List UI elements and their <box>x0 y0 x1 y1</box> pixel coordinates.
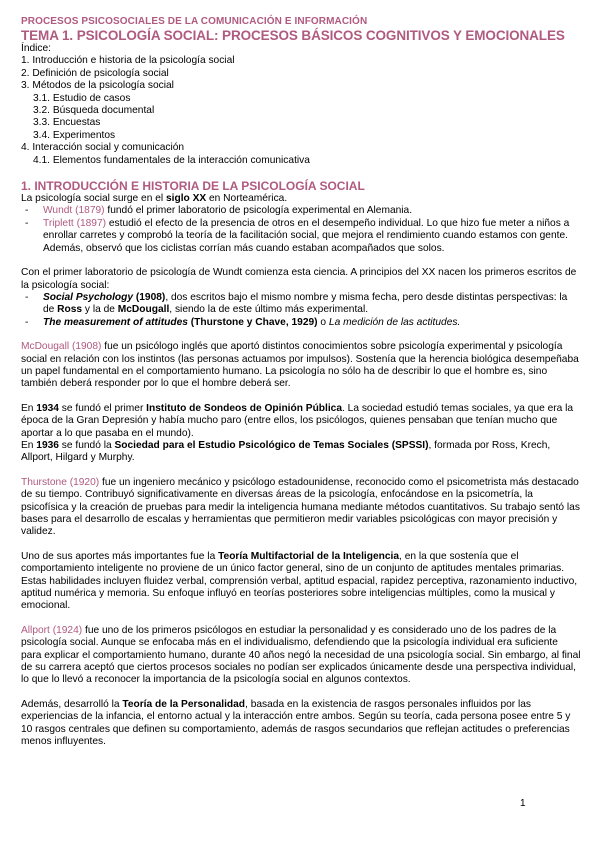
text: en Norteamérica. <box>206 193 288 205</box>
text: . La sociedad estudió temas sociales, ya que era la época de la Gran Depresión y había mucho paro (entre ellos, los psicólogos, quienes pensaban que tenían mucho que aportar a lo que pasaba en el mundo). <box>21 402 574 439</box>
translated-title: La medición de las actitudes. <box>328 316 461 328</box>
text: fue un psicólogo inglés que aportó distintos conocimientos sobre psicología experimental y psicología social en relación con los instintos (las personas actuamos por impulsos). Sostenía que la herencia biológica desempeñaba un papel fundamental en el comportamiento humano. La psicología no sólo ha de describir lo que el hombre es, sino también deberá responder por lo que el hombre deberá ser. <box>21 341 579 390</box>
document-title: TEMA 1. PSICOLOGÍA SOCIAL: PROCESOS BÁSICOS COGNITIVOS Y EMOCIONALES <box>21 28 565 43</box>
personality-paragraph <box>21 699 581 749</box>
toc-subitem: 3.1. Estudio de casos <box>33 92 131 104</box>
theory-name: Teoría Multifactorial de la Inteligencia <box>218 550 400 562</box>
text: , basada en la existencia de rasgos personales influidos por las experiencias de la infancia, el entorno actual y la interacción entre ambos. Según su teoría, cada persona posee entre 5 y 10 rasgos centrales que definen su comportamiento, además de rasgos secundarios que reflejan actitudes o preferencias menos influyentes. <box>21 698 571 748</box>
section-body <box>21 193 581 748</box>
allport-paragraph <box>21 625 581 687</box>
intro-paragraph <box>21 193 581 205</box>
authors: (Thurstone y Chave, 1929) <box>187 316 318 328</box>
text: , siendo la de este último más experimental. <box>169 304 369 316</box>
text: Uno de sus aportes más importantes fue la <box>21 550 219 562</box>
list-item <box>21 317 581 329</box>
multifactorial-paragraph <box>21 551 581 613</box>
pioneers-list <box>21 205 581 255</box>
list-item <box>21 218 581 255</box>
toc-item: 3. Métodos de la psicología social <box>21 80 174 92</box>
mcdougall-paragraph <box>21 341 581 391</box>
text: , en la que sostenía que el comportamiento inteligente no proviene de un único factor general, sino de un conjunto de aptitudes mentales primarias. Estas habilidades incluyen fluidez verbal, comprensión verbal, aptitud espacial, rapidez perceptiva, razonamiento inductivo, aptitud numérica y memoria. Su enfoque influyó en teorías posteriores sobre inteligencias múltiples, como la musical y emocional. <box>21 550 578 612</box>
author-name: Allport (1924) <box>21 624 83 636</box>
subject-header: PROCESOS PSICOSOCIALES DE LA COMUNICACIÓN E INFORMACIÓN <box>21 16 368 27</box>
section-heading: 1. INTRODUCCIÓN E HISTORIA DE LA PSICOLOGÍA SOCIAL <box>21 179 365 194</box>
author-name: McDougall <box>117 304 170 316</box>
book-title: Social Psychology <box>43 291 134 303</box>
table-of-contents <box>21 43 581 167</box>
paragraph: Con el primer laboratorio de psicología de Wundt comienza esta ciencia. A principios del XX nacen los primeros escritos de la psicología social: <box>21 267 577 291</box>
text: se fundó la <box>58 439 115 451</box>
list-item <box>21 292 581 317</box>
text: Además, desarrolló la <box>21 698 123 710</box>
text: estudió el efecto de la presencia de otros en el desempeño individual. Lo que hizo fue meter a niños a enrollar carretes y comprobó la teoría de la facilitación social, que mejora el rendimiento cuando estamos con gente. Además, observó que los ciclistas corrían más cuando estaban acompañados que solos. <box>43 217 570 254</box>
author-name: McDougall (1908) <box>21 341 102 353</box>
institute-paragraph <box>21 403 581 440</box>
book-title: The measurement of attitudes <box>43 316 188 328</box>
toc-item: 4. Interacción social y comunicación <box>21 142 185 154</box>
text: o <box>317 316 329 328</box>
theory-name: Teoría de la Personalidad <box>122 698 246 710</box>
year: (1908) <box>133 291 166 303</box>
toc-subitem: 3.2. Búsqueda documental <box>33 105 155 117</box>
author-name: Thurstone (1920) <box>21 476 100 488</box>
year: 1936 <box>36 439 59 451</box>
text: fundó el primer laboratorio de psicología experimental en Alemania. <box>104 205 413 217</box>
toc-item: 1. Introducción e historia de la psicología social <box>21 55 235 67</box>
toc-item: 2. Definición de psicología social <box>21 67 169 79</box>
text: , dos escritos bajo el mismo nombre y misma fecha, pero desde distintas perspectivas: la de <box>43 291 568 316</box>
document-page <box>21 16 581 749</box>
dash-bullet: - <box>25 316 29 328</box>
list-item <box>21 205 581 217</box>
text: fue un ingeniero mecánico y psicólogo estadounidense, reconocido como el psicometrista más destacado de su tiempo. Contribuyó significativamente en diversas áreas de la psicología, enfocándose en la psicometría, la psicofísica y la creación de pruebas para medir la inteligencia humana mediante métodos cuantitativos. Su trabajo sentó las bases para el desarrollo de escalas y herramientas que permitieron medir variables psicológicas con mayor precisión y validez. <box>21 476 580 538</box>
author-name: Wundt (1879) <box>43 205 105 217</box>
thurstone-paragraph <box>21 477 581 539</box>
text: , formada por Ross, Krech, Allport, Hilgard y Murphy. <box>21 439 551 464</box>
toc-subitem: 3.4. Experimentos <box>33 129 116 141</box>
author-name: Ross <box>57 304 83 316</box>
emphasis: siglo XX <box>165 193 207 205</box>
early-writings-list <box>21 292 581 329</box>
spssi-paragraph <box>21 440 581 465</box>
toc-subitem: 4.1. Elementos fundamentales de la interacción comunicativa <box>33 154 310 166</box>
dash-bullet: - <box>25 291 29 303</box>
institution-name: Sociedad para el Estudio Psicológico de Temas Sociales (SPSSI) <box>114 439 429 451</box>
toc-subitem: 3.3. Encuestas <box>33 117 101 129</box>
text: La psicología social surge en el <box>21 193 166 205</box>
toc-label: Índice: <box>21 43 52 54</box>
dash-bullet: - <box>25 217 29 229</box>
text: En <box>21 439 37 451</box>
text: se fundó el primer <box>58 402 147 414</box>
institution-name: Instituto de Sondeos de Opinión Pública <box>146 402 343 414</box>
dash-bullet: - <box>25 205 29 217</box>
author-name: Triplett (1897) <box>43 217 107 229</box>
text: fue uno de los primeros psicólogos en estudiar la personalidad y es considerado uno de los padres de la psicología social. Aunque se enfocaba más en el individualismo, defendiendo que la psicología individual era suficiente para explicar el comportamiento humano, durante 40 años negó la necesidad de una psicología social. Sin embargo, al final de su carrera aceptó que ciertos procesos sociales no podían ser explicados únicamente desde una perspectiva individual, lo que lo llevó a reconocer la importancia de la psicología social en algunos contextos. <box>21 624 581 686</box>
text: y la de <box>82 304 118 316</box>
text: En <box>21 402 37 414</box>
page-number: 1 <box>520 798 526 809</box>
year: 1934 <box>36 402 59 414</box>
